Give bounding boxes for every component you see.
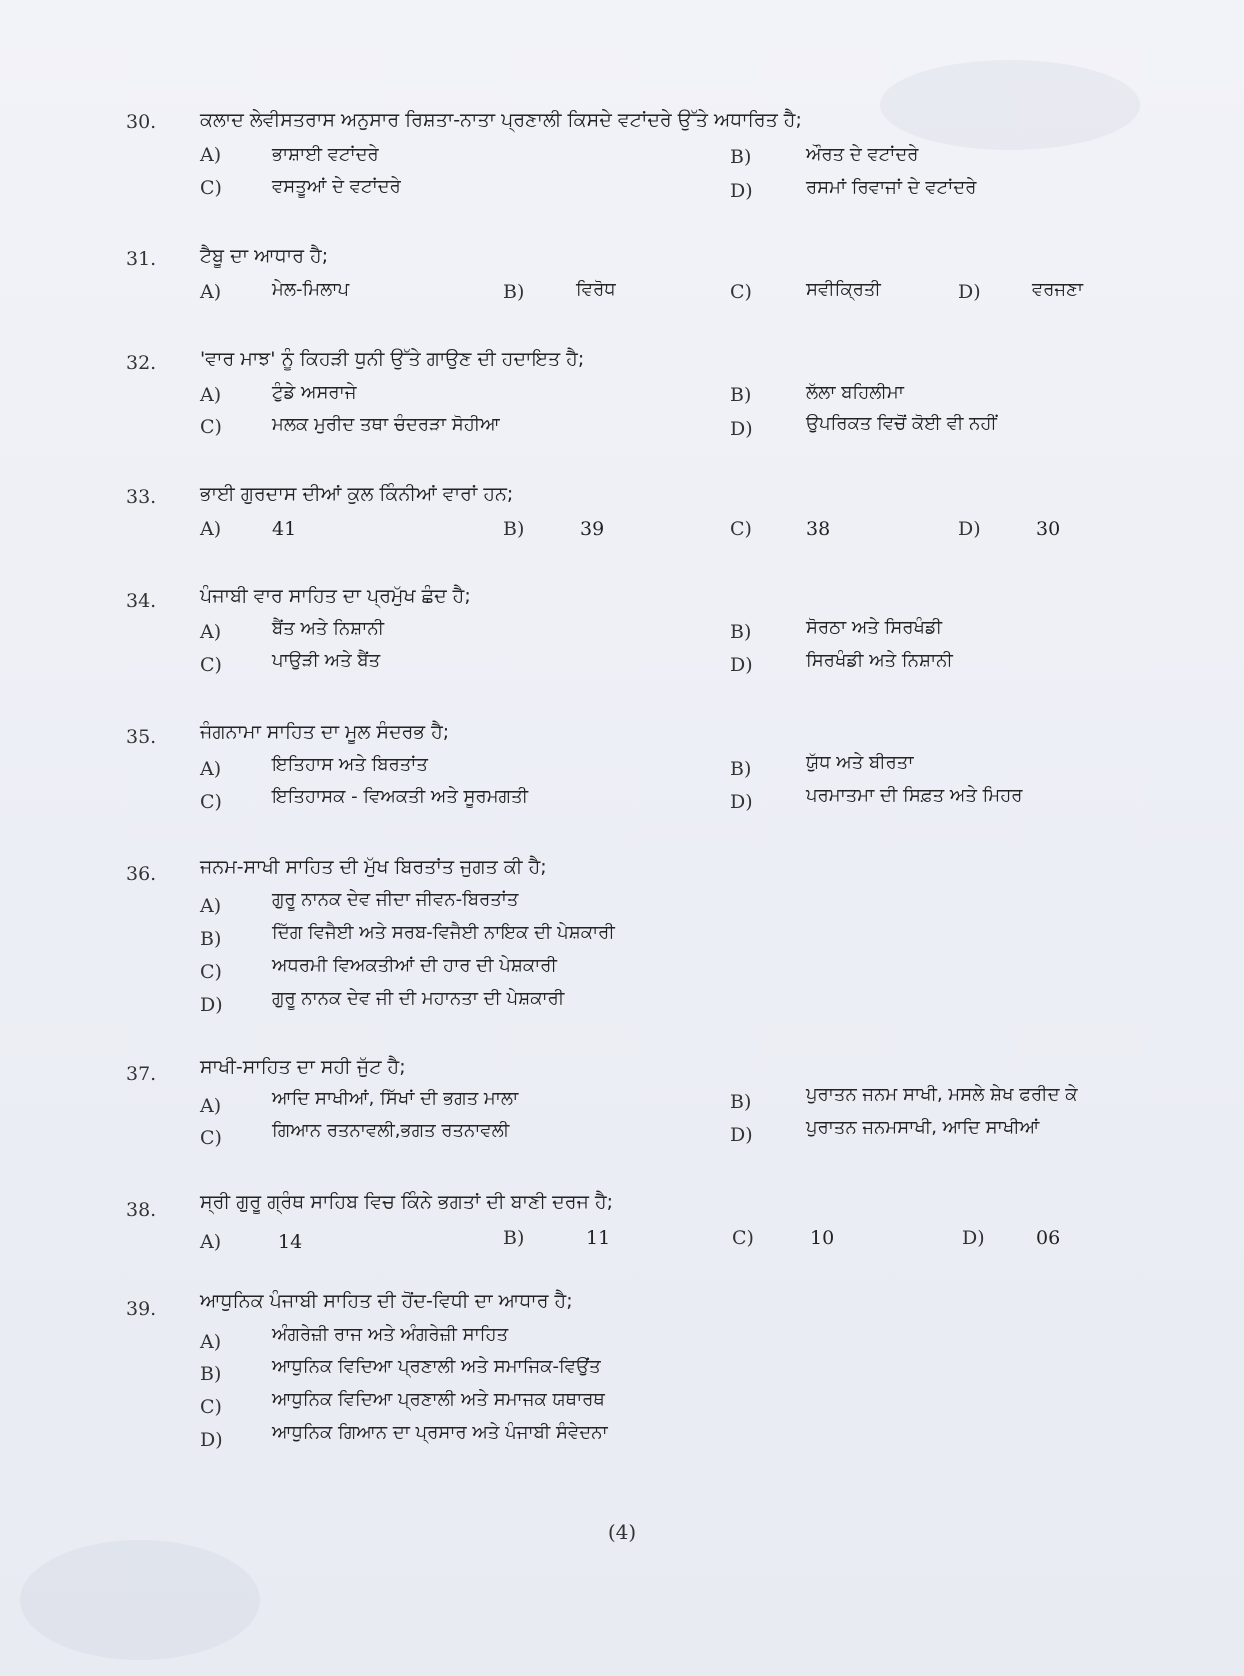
- question-number: 37.: [126, 1063, 157, 1085]
- option-text: 14: [278, 1231, 303, 1253]
- option-letter: B): [200, 928, 222, 950]
- question-number: 31.: [126, 248, 157, 270]
- option-text: ਵਰਜਣਾ: [1032, 279, 1084, 300]
- option-text: 06: [1036, 1227, 1061, 1249]
- question-number: 33.: [126, 486, 157, 508]
- option-text: ਆਧੁਨਿਕ ਵਿਦਿਆ ਪ੍ਰਣਾਲੀ ਅਤੇ ਸਮਾਜਕ ਯਥਾਰਥ: [272, 1389, 605, 1410]
- option-letter: B): [503, 281, 525, 303]
- option-text: ਯੁੱਧ ਅਤੇ ਬੀਰਤਾ: [806, 752, 914, 773]
- option-text: ਪੁਰਾਤਨ ਜਨਮ ਸਾਖੀ, ਮਸਲੇ ਸ਼ੇਖ ਫਰੀਦ ਕੇ: [806, 1084, 1078, 1105]
- question-text: ਸ੍ਰੀ ਗੁਰੂ ਗ੍ਰੰਥ ਸਾਹਿਬ ਵਿਚ ਕਿੰਨੇ ਭਗਤਾਂ ਦੀ ਬਾਣੀ ਦਰਜ ਹੈ;: [200, 1191, 614, 1213]
- option-text: ਦਿੱਗ ਵਿਜੈਈ ਅਤੇ ਸਰਬ-ਵਿਜੈਈ ਨਾਇਕ ਦੀ ਪੇਸ਼ਕਾਰੀ: [272, 922, 615, 943]
- question-text: ਪੰਜਾਬੀ ਵਾਰ ਸਾਹਿਤ ਦਾ ਪ੍ਰਮੁੱਖ ਛੰਦ ਹੈ;: [200, 585, 471, 607]
- option-letter: D): [730, 418, 753, 440]
- option-letter: A): [200, 621, 222, 643]
- question-number: 35.: [126, 726, 157, 748]
- option-letter: B): [730, 621, 752, 643]
- option-letter: C): [200, 1396, 222, 1418]
- question-text: ਸਾਖੀ-ਸਾਹਿਤ ਦਾ ਸਹੀ ਜੁੱਟ ਹੈ;: [200, 1056, 406, 1078]
- option-letter: C): [730, 281, 752, 303]
- option-letter: A): [200, 1231, 222, 1253]
- option-text: ਇਤਿਹਾਸ ਅਤੇ ਬਿਰਤਾਂਤ: [272, 754, 428, 775]
- option-text: ਗੁਰੂ ਨਾਨਕ ਦੇਵ ਜੀ ਦੀ ਮਹਾਨਤਾ ਦੀ ਪੇਸ਼ਕਾਰੀ: [272, 988, 565, 1009]
- question-text: ਭਾਈ ਗੁਰਦਾਸ ਦੀਆਂ ਕੁਲ ਕਿੰਨੀਆਂ ਵਾਰਾਂ ਹਨ;: [200, 483, 514, 505]
- option-letter: C): [200, 791, 222, 813]
- option-text: ਪੁਰਾਤਨ ਜਨਮਸਾਖੀ, ਆਦਿ ਸਾਖੀਆਂ: [806, 1117, 1040, 1138]
- option-letter: B): [503, 518, 525, 540]
- option-letter: D): [730, 180, 753, 202]
- option-letter: D): [958, 518, 981, 540]
- option-letter: B): [730, 384, 752, 406]
- option-letter: D): [200, 1429, 223, 1451]
- option-text: ਔਰਤ ਦੇ ਵਟਾਂਦਰੇ: [806, 144, 919, 165]
- question-text: ਆਧੁਨਿਕ ਪੰਜਾਬੀ ਸਾਹਿਤ ਦੀ ਹੋਂਦ-ਵਿਧੀ ਦਾ ਆਧਾਰ ਹੈ;: [200, 1290, 573, 1312]
- question-text: ਜੰਗਨਾਮਾ ਸਾਹਿਤ ਦਾ ਮੂਲ ਸੰਦਰਭ ਹੈ;: [200, 721, 450, 743]
- option-text: ਵਸਤੂਆਂ ਦੇ ਵਟਾਂਦਰੇ: [272, 176, 401, 197]
- option-text: ਆਦਿ ਸਾਖੀਆਂ, ਸਿੱਖਾਂ ਦੀ ਭਗਤ ਮਾਲਾ: [272, 1088, 519, 1109]
- option-letter: B): [200, 1363, 222, 1385]
- option-letter: C): [732, 1227, 754, 1249]
- option-letter: B): [730, 758, 752, 780]
- option-letter: D): [962, 1227, 985, 1249]
- option-letter: B): [730, 146, 752, 168]
- question-number: 30.: [126, 111, 157, 133]
- option-text: ਅਧਰਮੀ ਵਿਅਕਤੀਆਂ ਦੀ ਹਾਰ ਦੀ ਪੇਸ਼ਕਾਰੀ: [272, 955, 557, 976]
- option-text: 39: [580, 518, 605, 540]
- option-text: ਮਲਕ ਮੁਰੀਦ ਤਥਾ ਚੰਦਰੜਾ ਸੋਹੀਆ: [272, 414, 500, 435]
- option-text: ਬੈਂਤ ਅਤੇ ਨਿਸ਼ਾਨੀ: [272, 618, 385, 639]
- option-letter: A): [200, 895, 222, 917]
- option-text: 10: [810, 1227, 835, 1249]
- question-text: 'ਵਾਰ ਮਾਝ' ਨੂੰ ਕਿਹੜੀ ਧੁਨੀ ਉੱਤੇ ਗਾਉਣ ਦੀ ਹਦਾਇਤ ਹੈ;: [200, 348, 585, 370]
- question-number: 38.: [126, 1199, 157, 1221]
- option-text: ਵਿਰੋਧ: [576, 279, 616, 300]
- option-letter: D): [730, 654, 753, 676]
- page-number: (4): [607, 1520, 637, 1544]
- option-text: ਗੁਰੂ ਨਾਨਕ ਦੇਵ ਜੀਦਾ ਜੀਵਨ-ਬਿਰਤਾਂਤ: [272, 889, 519, 910]
- option-text: ਸੋਰਠਾ ਅਤੇ ਸਿਰਖੰਡੀ: [806, 617, 943, 638]
- question-number: 34.: [126, 590, 157, 612]
- option-text: 11: [586, 1227, 611, 1249]
- option-text: ਅੰਗਰੇਜ਼ੀ ਰਾਜ ਅਤੇ ਅੰਗਰੇਜ਼ੀ ਸਾਹਿਤ: [272, 1324, 509, 1345]
- option-text: ਭਾਸ਼ਾਈ ਵਟਾਂਦਰੇ: [272, 144, 379, 165]
- option-letter: C): [200, 1127, 222, 1149]
- option-text: ਗਿਆਨ ਰਤਨਾਵਲੀ,ਭਗਤ ਰਤਨਾਵਲੀ: [272, 1120, 510, 1141]
- option-letter: C): [200, 177, 222, 199]
- option-letter: A): [200, 1331, 222, 1353]
- option-text: 38: [806, 518, 831, 540]
- option-text: ਲੱਲਾ ਬਹਿਲੀਮਾ: [806, 382, 904, 403]
- option-letter: C): [200, 961, 222, 983]
- option-text: ਉਪਰਿਕਤ ਵਿਚੋਂ ਕੋਈ ਵੀ ਨਹੀਂ: [806, 413, 997, 434]
- option-text: ਆਧੁਨਿਕ ਗਿਆਨ ਦਾ ਪ੍ਰਸਾਰ ਅਤੇ ਪੰਜਾਬੀ ਸੰਵੇਦਨਾ: [272, 1422, 608, 1443]
- option-letter: B): [730, 1091, 752, 1113]
- option-letter: A): [200, 1095, 222, 1117]
- option-letter: D): [200, 994, 223, 1016]
- option-text: ਪਰਮਾਤਮਾ ਦੀ ਸਿਫ਼ਤ ਅਤੇ ਮਿਹਰ: [806, 785, 1023, 806]
- question-text: ਟੈਬੂ ਦਾ ਆਧਾਰ ਹੈ;: [200, 245, 329, 267]
- option-letter: C): [730, 518, 752, 540]
- option-text: ਸਿਰਖੰਡੀ ਅਤੇ ਨਿਸ਼ਾਨੀ: [806, 650, 953, 671]
- option-letter: A): [200, 758, 222, 780]
- option-letter: D): [730, 791, 753, 813]
- option-text: ਰਸਮਾਂ ਰਿਵਾਜਾਂ ਦੇ ਵਟਾਂਦਰੇ: [806, 177, 977, 198]
- option-text: ਆਧੁਨਿਕ ਵਿਦਿਆ ਪ੍ਰਣਾਲੀ ਅਤੇ ਸਮਾਜਿਕ-ਵਿਉਂਤ: [272, 1356, 601, 1377]
- option-letter: A): [200, 518, 222, 540]
- option-text: 41: [272, 518, 297, 540]
- option-letter: A): [200, 144, 222, 166]
- question-number: 36.: [126, 863, 157, 885]
- question-text: ਜਨਮ-ਸਾਖੀ ਸਾਹਿਤ ਦੀ ਮੁੱਖ ਬਿਰਤਾਂਤ ਜੁਗਤ ਕੀ ਹੈ;: [200, 856, 547, 878]
- question-number: 32.: [126, 352, 157, 374]
- option-text: ਇਤਿਹਾਸਕ - ਵਿਅਕਤੀ ਅਤੇ ਸੂਰਮਗਤੀ: [272, 786, 529, 807]
- option-letter: C): [200, 416, 222, 438]
- option-text: ਮੇਲ-ਮਿਲਾਪ: [272, 279, 350, 300]
- option-text: ਟੁੰਡੇ ਅਸਰਾਜੇ: [272, 382, 357, 403]
- option-letter: D): [730, 1124, 753, 1146]
- option-letter: B): [503, 1227, 525, 1249]
- option-letter: D): [958, 281, 981, 303]
- option-letter: A): [200, 384, 222, 406]
- option-text: ਸਵੀਕ੍ਰਿਤੀ: [806, 279, 881, 300]
- question-number: 39.: [126, 1298, 157, 1320]
- option-letter: C): [200, 654, 222, 676]
- option-text: ਪਾਉੜੀ ਅਤੇ ਬੈਂਤ: [272, 650, 381, 671]
- option-letter: A): [200, 281, 222, 303]
- scan-smudge: [880, 60, 1140, 150]
- option-text: 30: [1036, 518, 1061, 540]
- question-text: ਕਲਾਦ ਲੇਵੀਸਤਰਾਸ ਅਨੁਸਾਰ ਰਿਸ਼ਤਾ-ਨਾਤਾ ਪ੍ਰਣਾਲੀ ਕਿਸਦੇ ਵਟਾਂਦਰੇ ਉੱਤੇ ਅਧਾਰਿਤ ਹੈ;: [200, 109, 802, 131]
- scan-smudge: [20, 1540, 260, 1660]
